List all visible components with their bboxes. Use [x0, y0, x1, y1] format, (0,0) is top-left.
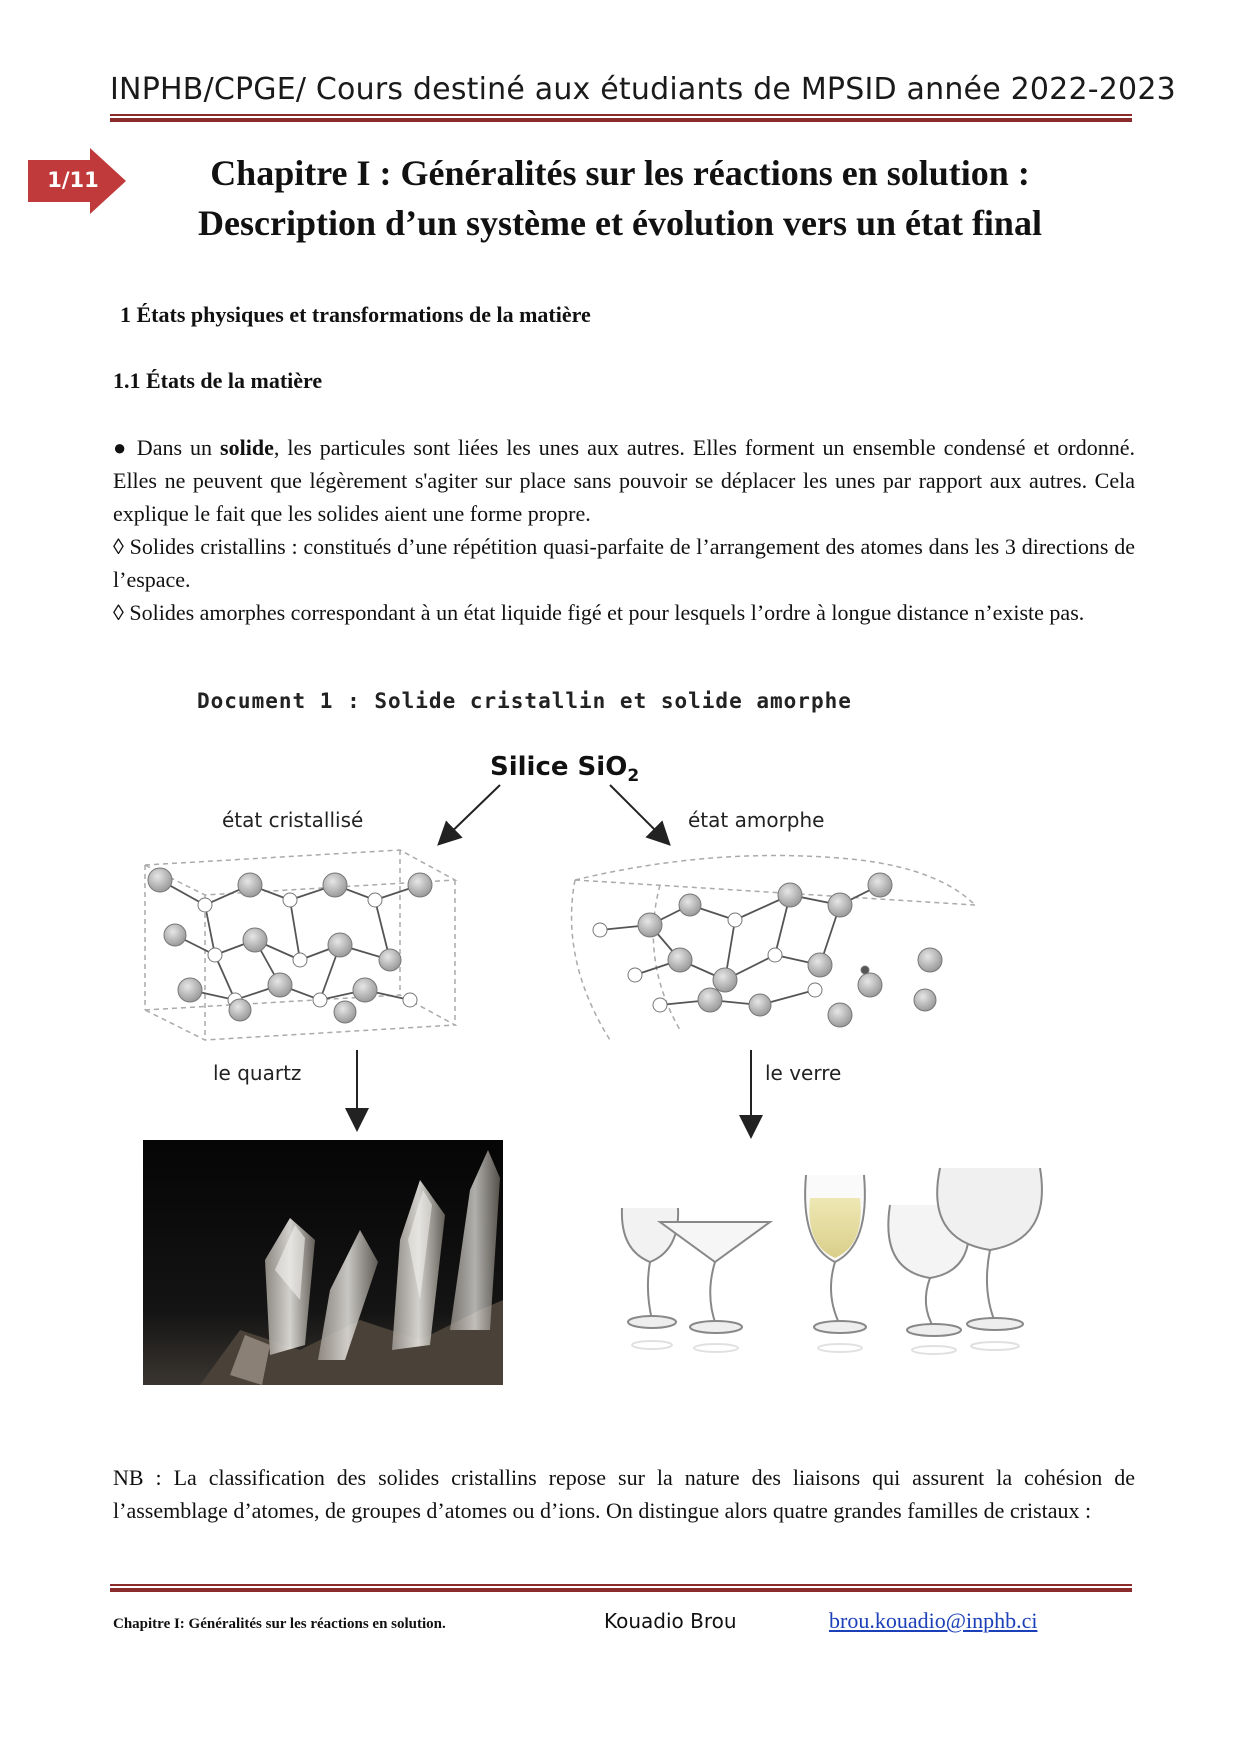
bold-term-solide: solide — [220, 435, 274, 460]
solid-paragraph: ● Dans un solide, les particules sont liées les unes aux autres. Elles forment un ensemble condensé et ordonné. Elles ne peuvent que légèrement s'agiter sur place sans pouvoir se déplacer les unes par rapport aux autres. Cela explique le fait que les solides aient une forme propre. — [113, 435, 1135, 526]
chapter-title-line2: Description d’un système et évolution vers un état final — [198, 203, 1042, 243]
subsection-heading: 1.1 États de la matière — [113, 368, 323, 393]
amorphous-state-label: état amorphe — [688, 808, 825, 832]
footer-author: Kouadio Brou — [604, 1609, 737, 1633]
crystalline-state-label: état cristallisé — [222, 808, 364, 832]
quartz-label: le quartz — [213, 1061, 302, 1085]
bullet: ● — [113, 435, 129, 460]
page-number: 1/11 — [47, 168, 99, 192]
amorphous-network-diagram — [572, 856, 975, 1041]
amorphous-item: ◊ Solides amorphes correspondant à un état liquide figé et pour lesquels l’ordre à longue distance n’existe pas. — [113, 600, 1085, 625]
compound-label: Silice SiO$_2$ — [490, 752, 640, 787]
crystalline-lattice-diagram — [145, 850, 455, 1040]
footer-chapter: Chapitre I: Généralités sur les réactions en solution. — [113, 1616, 446, 1632]
chapter-title-line1: Chapitre I : Généralités sur les réactions en solution : — [210, 153, 1030, 193]
quartz-photo — [143, 1140, 503, 1385]
arrow-to-crystalline — [440, 785, 500, 843]
footer-rule-thick — [110, 1588, 1132, 1592]
running-header: INPHB/CPGE/ Cours destiné aux étudiants de MPSID année 2022-2023 — [110, 72, 1176, 107]
figure-title: Document 1 : Solide cristallin et solide amorphe — [197, 689, 852, 713]
section-heading: 1 États physiques et transformations de la matière — [120, 302, 591, 327]
arrow-to-amorphous — [610, 785, 668, 843]
crystalline-item: ◊ Solides cristallins : constitués d’une répétition quasi-parfaite de l’arrangement des atomes dans les 3 directions de l’espace. — [113, 534, 1135, 592]
nb-paragraph: NB : La classification des solides cristallins repose sur la nature des liaisons qui assurent la cohésion de l’assemblage d’atomes, de groupes d’atomes ou d’ions. On distingue alors quatre grandes familles de cristaux : — [113, 1465, 1135, 1523]
wine-glasses-photo — [604, 1160, 1058, 1385]
footer-rule — [110, 1584, 1132, 1586]
footer-email-link[interactable]: brou.kouadio@inphb.ci — [829, 1608, 1038, 1633]
glass-label: le verre — [765, 1061, 842, 1085]
